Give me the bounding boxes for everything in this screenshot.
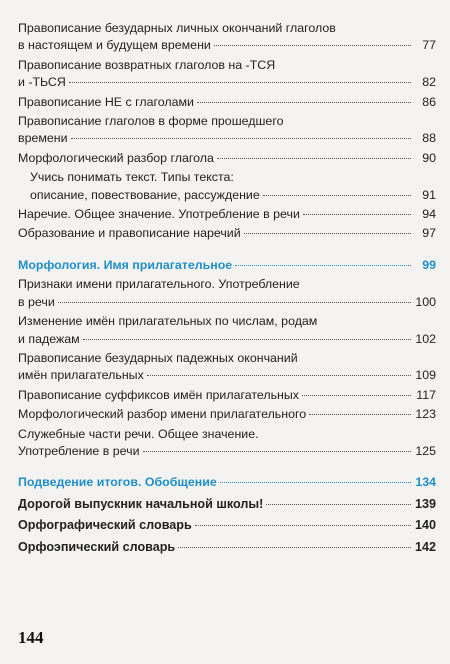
dot-leader [302,395,411,396]
toc-entry [18,20,436,55]
toc-entry-title: описание, повествование, рассуждение [30,187,260,202]
toc-entry-title-line: Изменение имён прилагательных по числам, родам [18,314,318,329]
toc-entry-title: в настоящем и будущем времени [18,38,211,53]
toc-entry-title-line: Учись понимать текст. Типы текста: [30,170,234,185]
toc-page-number: 139 [414,496,436,511]
toc-entry [18,225,436,242]
toc-entry [18,57,436,92]
toc-entry-title: Морфологический разбор имени прилагательного [18,407,307,422]
toc-entry-bold [18,517,436,534]
toc-entry-bold [18,496,436,513]
toc-page-number: 88 [422,131,436,146]
toc-page-number: 100 [415,294,436,309]
toc-entry-title: Правописание НЕ с глаголами [18,94,194,109]
toc-page-number: 86 [422,94,436,109]
toc-section-title: Подведение итогов. Обобщение [18,475,217,490]
toc-page-number: 97 [422,226,436,241]
toc-page-number: 142 [414,539,436,554]
toc-section-title: Морфология. Имя прилагательное [18,257,233,272]
toc-page-number: 134 [415,475,436,490]
dot-leader [303,214,411,215]
toc-entry-title: Наречие. Общее значение. Употребление в речи [18,207,300,222]
toc-entry-bold [18,539,436,556]
dot-leader [263,195,411,196]
dot-leader [244,233,411,234]
toc-entry-title: Употребление в речи [18,443,140,458]
toc-entry-title: имён прилагательных [18,368,144,383]
toc-section-heading [18,257,436,274]
toc-page-number: 117 [416,387,436,402]
toc-entry-title: Морфологический разбор глагола [18,150,214,165]
toc-entry-title-line: Правописание глаголов в форме прошедшего [18,114,284,129]
dot-leader [235,265,411,266]
toc-entry [18,113,436,148]
dot-leader [58,302,411,303]
dot-leader [197,102,411,103]
toc-entry [18,276,436,311]
dot-leader [71,138,411,139]
toc-page-number: 125 [415,443,436,458]
toc-entry [18,387,436,404]
toc-entry-title-line: Признаки имени прилагательного. Употребление [18,277,300,292]
dot-leader [266,504,411,505]
toc-entry [18,426,436,461]
toc-entry [18,150,436,167]
page-number: 144 [18,628,44,647]
toc-entry [18,313,436,348]
toc-entry [18,94,436,111]
toc-entry-title-line: Правописание безударных личных окончаний глаголов [18,21,336,35]
toc-entry [18,406,436,423]
toc-entry-title: Дорогой выпускник начальной школы! [18,496,264,511]
toc-entry-title: Орфографический словарь [18,518,192,533]
toc-entry-title-line: Служебные части речи. Общее значение. [18,426,259,441]
dot-leader [220,482,411,483]
dot-leader [143,451,412,452]
toc-page-number: 123 [415,407,436,422]
dot-leader [178,547,411,548]
toc-entry-title: Правописание суффиксов имён прилагательных [18,387,299,402]
toc-page-number: 109 [415,368,436,383]
toc-page-number: 90 [422,150,436,165]
dot-leader [217,158,411,159]
toc-entry-title: и падежам [18,331,80,346]
toc-entry [18,169,436,204]
toc-page-number: 77 [422,38,436,53]
dot-leader [214,45,411,46]
toc-page-number: 82 [422,75,436,90]
toc-page-number: 99 [422,257,436,272]
dot-leader [309,414,411,415]
dot-leader [147,375,411,376]
toc-page-number: 102 [415,331,436,346]
toc-page-number: 140 [414,518,436,533]
toc-page-number: 94 [422,207,436,222]
toc-entry-title: в речи [18,294,55,309]
dot-leader [195,525,411,526]
table-of-contents [18,20,436,556]
toc-entry-title-line: Правописание безударных падежных окончаний [18,350,298,365]
toc-entry-title: Орфоэпический словарь [18,539,176,554]
dot-leader [69,82,411,83]
toc-entry-title: времени [18,131,68,146]
toc-entry-title: и -ТЬСЯ [18,75,66,90]
toc-page-number: 91 [422,187,436,202]
toc-entry-title-line: Правописание возвратных глаголов на -ТСЯ [18,57,276,72]
toc-entry [18,350,436,385]
toc-entry-title: Образование и правописание наречий [18,226,241,241]
toc-entry [18,206,436,223]
toc-section-heading [18,474,436,491]
dot-leader [83,339,411,340]
